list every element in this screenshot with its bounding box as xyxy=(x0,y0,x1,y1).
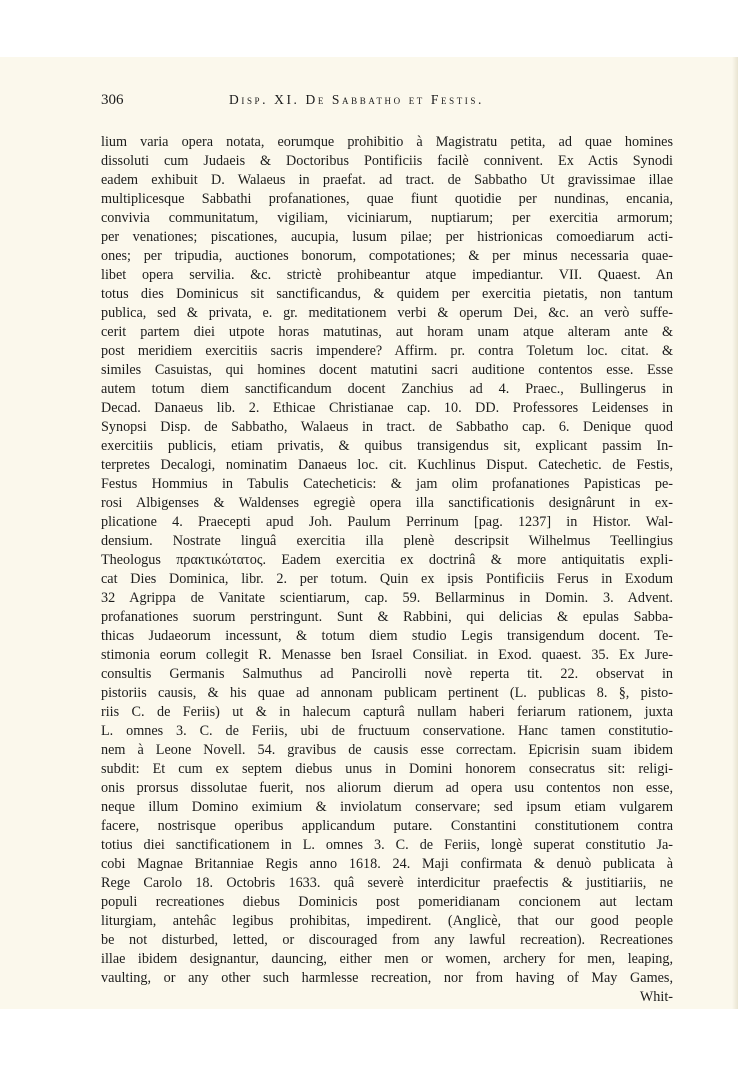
text-line: totus dies Dominicus sit sanctificandus, & quidem per exercitia pietatis, non tantum xyxy=(101,286,673,302)
page-header xyxy=(101,92,673,116)
text-line: eadem exhibuit D. Walaeus in praefat. ad tract. de Sabbatho Ut gravissimae illae xyxy=(101,172,673,188)
text-line: autem totum diem sanctificandum docent Zanchius ad 4. Praec., Bullingerus in xyxy=(101,381,673,397)
text-line: subdit: Et cum ex septem diebus unus in Domini honorem consecratus sit: religi- xyxy=(101,761,673,777)
text-line: densium. Nostrate linguâ exercitia illa plenè descripsit Wilhelmus Teellingius xyxy=(101,533,673,549)
text-line: stimonia eorum collegit R. Menasse ben Israel Consiliat. in Exod. quaest. 35. Ex Jure- xyxy=(101,647,673,663)
text-line: Whit- xyxy=(639,989,673,1005)
page-edge xyxy=(732,57,738,1009)
text-line: Synopsi Disp. de Sabbatho, Walaeus in tract. de Sabbatho cap. 6. Denique quod xyxy=(101,419,673,435)
text-line: illae ibidem designantur, dauncing, either men or women, archery for men, leaping, xyxy=(101,951,673,967)
text-line: thicas Judaeorum incessunt, & totum diem studio Legis transigendum docent. Te- xyxy=(101,628,673,644)
text-line: L. omnes 3. C. de Feriis, ubi de fructuum conservatione. Hanc tamen constitutio- xyxy=(101,723,673,739)
text-line: lium varia opera notata, eorumque prohibitio à Magistratu petita, ad quae homines xyxy=(101,134,673,150)
text-line: plicatione 4. Praecepti apud Joh. Paulum Perrinum [pag. 1237] in Histor. Wal- xyxy=(101,514,673,530)
text-line: onis prorsus dissolutae fuerit, nos aliorum dierum ad opera usu contentos non esse, xyxy=(101,780,673,796)
text-line: publica, sed & privata, e. gr. meditationem verbi & operum Dei, &c. an verò suffe- xyxy=(101,305,673,321)
running-title: Disp. XI. De Sabbatho et Festis. xyxy=(229,92,484,107)
text-line: ones; per tripudia, auctiones bonorum, compotationes; & per minus necessaria quae- xyxy=(101,248,673,264)
text-line: vaulting, or any other such harmlesse recreation, nor from having of May Games, xyxy=(101,970,673,986)
text-line: multiplicesque Sabbathi profanationes, quae fiunt quotidie per nundinas, encania, xyxy=(101,191,673,207)
text-line: convivia communitatum, vigiliam, viciniarum, nuptiarum; per exercitia armorum; xyxy=(101,210,673,226)
text-line: Decad. Danaeus lib. 2. Ethicae Christianae cap. 10. DD. Professores Leidenses in xyxy=(101,400,673,416)
text-line: exercitiis publicis, etiam privatis, & quibus transigendus sit, explicant passim In- xyxy=(101,438,673,454)
text-line: rosi Albigenses & Waldenses egregiè opera illa sanctificationis designârunt in ex- xyxy=(101,495,673,511)
text-line: cobi Magnae Britanniae Regis anno 1618. 24. Maji confirmata & denuò publicata à xyxy=(101,856,673,872)
body-text xyxy=(101,133,673,1007)
text-line: riis C. de Feriis) ut & in halecum capturâ nullam haberi feriarum rationem, juxta xyxy=(101,704,673,720)
text-line: Theologus πρακτικώτατος. Eadem exercitia ex doctrinâ & more antiquitatis expli- xyxy=(101,552,673,568)
page-number: 306 xyxy=(101,92,124,108)
text-line: post meridiem exercitiis sacris impendere? Affirm. pr. contra Toletum loc. citat. & xyxy=(101,343,673,359)
text-line: Festus Hommius in Tabulis Catecheticis: & jam olim profanationes Papisticas pe- xyxy=(101,476,673,492)
text-line: totius diei sanctificationem in L. omnes 3. C. de Feriis, longè superat constitutio Ja- xyxy=(101,837,673,853)
text-line: pistoriis causis, & his quae ad annonam publicam pertinent (L. publicas 8. §, pisto- xyxy=(101,685,673,701)
text-line: neque illum Domino eximium & inviolatum conservare; sed ipsum etiam vulgarem xyxy=(101,799,673,815)
text-line: per venationes; piscationes, aucupia, lusum pilae; per histrionicas comoediarum acti- xyxy=(101,229,673,245)
text-line: be not disturbed, letted, or discouraged from any lawful recreation). Recreationes xyxy=(101,932,673,948)
text-line: Rege Carolo 18. Octobris 1633. quâ severè interdicitur praefectis & justitiariis, ne xyxy=(101,875,673,891)
text-line: liturgiam, antehâc legibus prohibitas, impedirent. (Anglicè, that our good people xyxy=(101,913,673,929)
text-line: cat Dies Dominica, libr. 2. per totum. Quin ex ipsis Pontificiis Ferus in Exodum xyxy=(101,571,673,587)
text-line: similes Casuistas, qui homines docent matutini sacri auditione contentos esse. Esse xyxy=(101,362,673,378)
text-line: nem à Leone Novell. 54. gravibus de causis esse correctam. Epicrisin suam ibidem xyxy=(101,742,673,758)
text-line: populi recreationes diebus Dominicis post pomeridianam concionem aut lectam xyxy=(101,894,673,910)
text-line: 32 Agrippa de Vanitate scientiarum, cap. 59. Bellarminus in Domin. 3. Advent. xyxy=(101,590,673,606)
text-line: facere, nostrisque operibus applicandum putare. Constantini constitutionem contra xyxy=(101,818,673,834)
text-line: terpretes Decalogi, nominatim Danaeus loc. cit. Kuchlinus Disput. Catechetic. de Festis, xyxy=(101,457,673,473)
text-line: consultis Germanis Salmuthus ad Pancirolli novè reperta tit. 22. observat in xyxy=(101,666,673,682)
text-line: profanationes suorum perstringunt. Sunt & Rabbini, qui delicias & epulas Sabba- xyxy=(101,609,673,625)
text-line: dissoluti cum Judaeis & Doctoribus Pontificiis facilè connivent. Ex Actis Synodi xyxy=(101,153,673,169)
text-line: cerit partem diei utpote horas matutinas, aut horam unam atque alteram ante & xyxy=(101,324,673,340)
text-line: libet opera servilia. &c. strictè prohibeantur atque impediantur. VII. Quaest. An xyxy=(101,267,673,283)
